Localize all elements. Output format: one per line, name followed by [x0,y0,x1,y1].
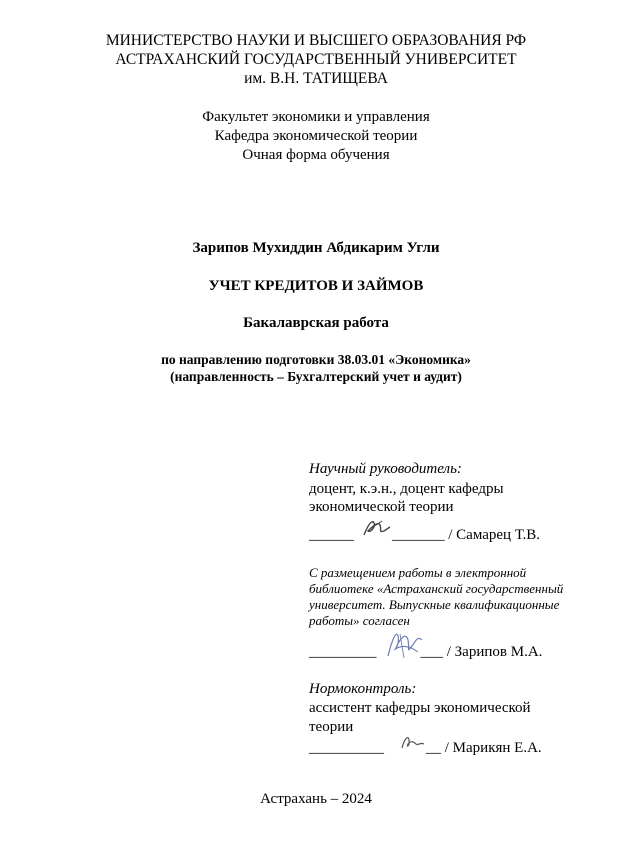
department-line: Кафедра экономической теории [214,128,418,144]
study-form-line: Очная форма обучения [242,147,390,163]
author-name: Зарипов Мухиддин Абдикарим Угли [192,240,440,256]
supervisor-signature-icon [360,515,392,541]
signature-blank: __________ [309,740,384,756]
supervisor-signature-line [309,527,540,544]
ministry-line: МИНИСТЕРСТВО НАУКИ И ВЫСШЕГО ОБРАЗОВАНИЯ РФ [105,32,527,49]
work-type: Бакалаврская работа [243,315,389,331]
consent-line-1: С размещением работы в электронной [309,565,527,580]
consent-line-2: библиотеке «Астраханский государственный [309,581,564,596]
normcontrol-name: __ / Марикян Е.А. [426,740,542,756]
normcontrol-label: Нормоконтроль: [309,681,417,697]
supervisor-position: доцент, к.э.н., доцент кафедры [309,481,504,497]
consent-line-4: работы» согласен [309,613,410,628]
signature-blank: ______ [309,527,354,543]
direction-profile-line: (направленность – Бухгалтерский учет и аудит) [170,369,462,384]
student-signature-icon [382,626,426,664]
normcontrol-department: теории [309,719,354,735]
direction-line: по направлению подготовки 38.03.01 «Экономика» [161,352,471,367]
signature-blank: _________ [309,644,377,660]
normcontrol-signature-icon [398,732,428,752]
supervisor-label: Научный руководитель: [309,461,462,477]
thesis-title: УЧЕТ КРЕДИТОВ И ЗАЙМОВ [208,278,424,294]
university-line: АСТРАХАНСКИЙ ГОСУДАРСТВЕННЫЙ УНИВЕРСИТЕТ [115,51,517,68]
supervisor-department: экономической теории [309,499,454,515]
consent-line-3: университет. Выпускные квалификационные [309,597,560,612]
city-year-footer: Астрахань – 2024 [260,791,372,807]
student-name: ___ / Зарипов М.А. [420,644,543,660]
supervisor-name: _______ / Самарец Т.В. [392,527,540,543]
normcontrol-position: ассистент кафедры экономической [309,700,531,716]
university-name-line: им. В.Н. ТАТИЩЕВА [244,70,388,87]
faculty-line: Факультет экономики и управления [202,109,430,125]
